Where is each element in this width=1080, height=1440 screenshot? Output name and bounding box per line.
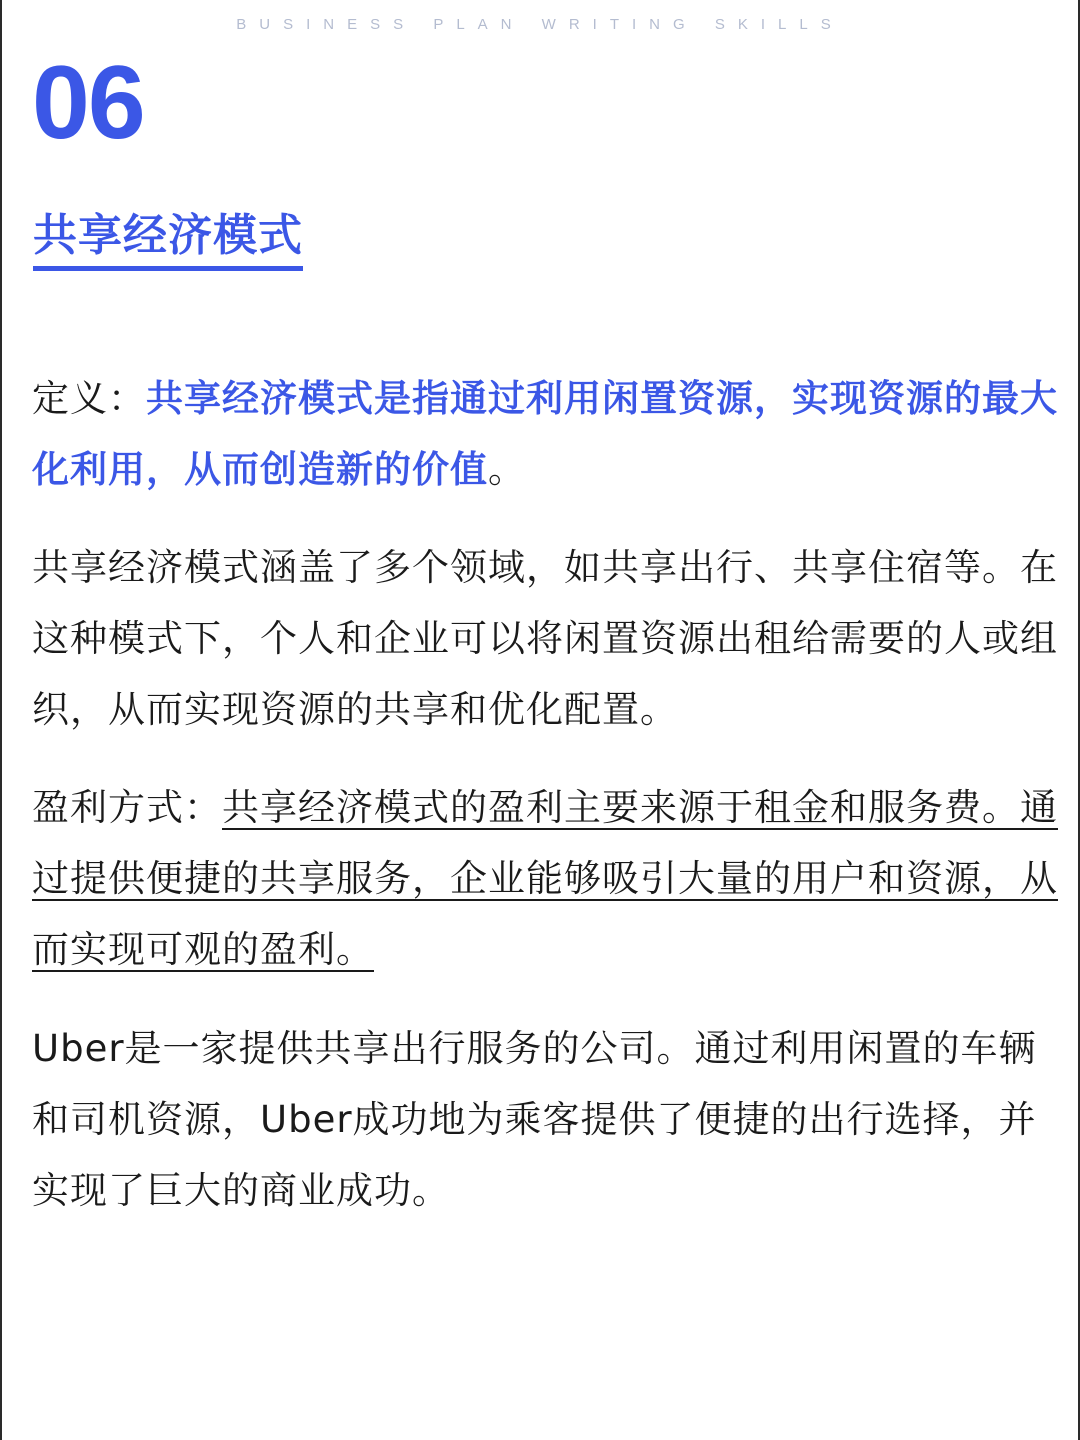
header-tagline: BUSINESS PLAN WRITING SKILLS [236,16,844,33]
profit-paragraph [32,772,1072,985]
definition-paragraph [32,363,1072,505]
definition-label: 定义： [32,377,146,420]
page-border-left [0,0,2,1440]
definition-end: 。 [488,448,526,491]
example-paragraph: Uber是一家提供共享出行服务的公司。通过利用闲置的车辆和司机资源，Uber成功地为乘客提供了便捷的出行选择，并实现了巨大的商业成功。 [32,1027,1037,1212]
profit-text: 共享经济模式的盈利主要来源于租金和服务费。通过提供便捷的共享服务，企业能够吸引大量的用户和资源，从而实现可观的盈利。 [32,786,1058,971]
section-title: 共享经济模式 [33,206,303,271]
profit-label: 盈利方式： [32,786,222,829]
domains-paragraph: 共享经济模式涵盖了多个领域，如共享出行、共享住宿等。在这种模式下，个人和企业可以将闲置资源出租给需要的人或组织，从而实现资源的共享和优化配置。 [32,546,1058,731]
definition-highlight: 共享经济模式是指通过利用闲置资源，实现资源的最大化利用，从而创造新的价值 [32,377,1058,491]
section-number: 06 [32,45,144,161]
